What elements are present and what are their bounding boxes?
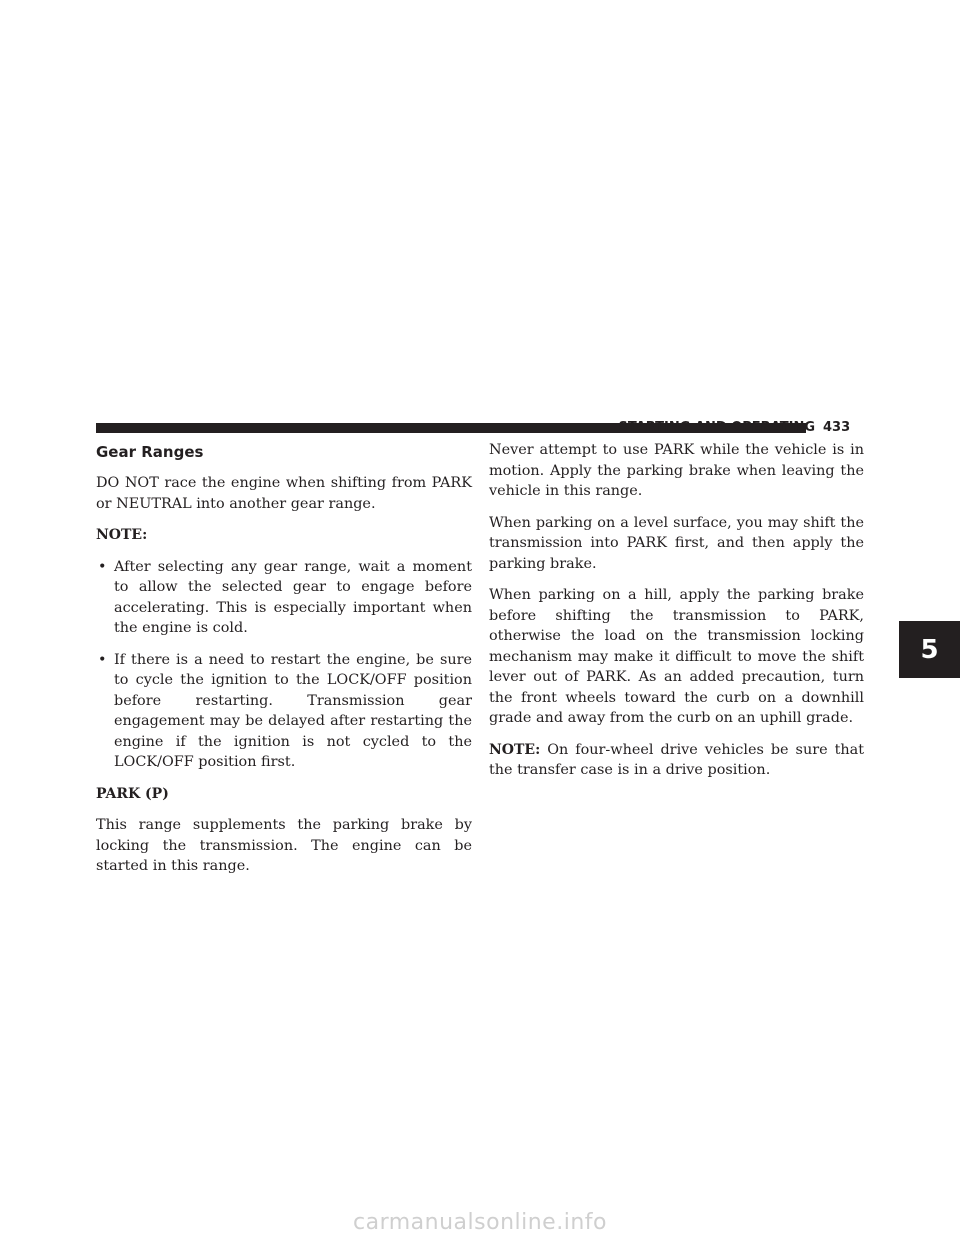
note-label: NOTE: xyxy=(96,527,148,543)
body-paragraph: Never attempt to use PARK while the vehicle is in motion. Apply the parking brake when leaving the vehicle in this range. xyxy=(489,442,864,499)
note-label: NOTE: xyxy=(489,741,541,758)
note-paragraph xyxy=(489,740,864,781)
list-item xyxy=(96,650,472,773)
park-heading-paragraph xyxy=(96,784,472,805)
park-heading: PARK (P) xyxy=(96,785,169,802)
intro-paragraph: DO NOT race the engine when shifting from PARK or NEUTRAL into another gear range. xyxy=(96,475,472,512)
bullet-text: If there is a need to restart the engine, be sure to cycle the ignition to the LOCK/OFF position before restarting. Transmission gear engagement may be delayed after restarting the engine if the ignition is not cycled to the LOCK/OFF position first. xyxy=(114,651,472,770)
section-title: STARTING AND OPERATING xyxy=(618,420,815,435)
left-column xyxy=(96,442,472,888)
bullet-icon: • xyxy=(98,558,107,575)
note-text: On four-wheel drive vehicles be sure that the transfer case is in a drive position. xyxy=(489,741,864,778)
body-paragraph: When parking on a hill, apply the parking brake before shifting the transmission to PARK, otherwise the load on the transmission locking mechanism may make it difficult to move the shift lever out of PARK. As an added precaution, turn the front wheels toward the curb on a downhill grade and away from the curb on an uphill grade. xyxy=(489,587,864,726)
right-column xyxy=(489,440,864,792)
park-paragraph: This range supplements the parking brake by locking the transmission. The engine can be started in this range. xyxy=(96,817,472,874)
note-paragraph xyxy=(96,525,472,546)
list-item xyxy=(96,557,472,639)
body-paragraph: When parking on a level surface, you may shift the transmission into PARK first, and then apply the parking brake. xyxy=(489,514,864,572)
page-number: 433 xyxy=(823,420,851,435)
bullet-icon: • xyxy=(98,651,107,668)
section-heading: Gear Ranges xyxy=(96,443,204,461)
note-bullet-list xyxy=(96,557,472,773)
bullet-text: After selecting any gear range, wait a moment to allow the selected gear to engage before accelerating. This is especially important when the engine is cold. xyxy=(114,558,472,636)
chapter-tab: 5 xyxy=(899,621,960,678)
watermark: carmanualsonline.info xyxy=(353,1210,607,1235)
